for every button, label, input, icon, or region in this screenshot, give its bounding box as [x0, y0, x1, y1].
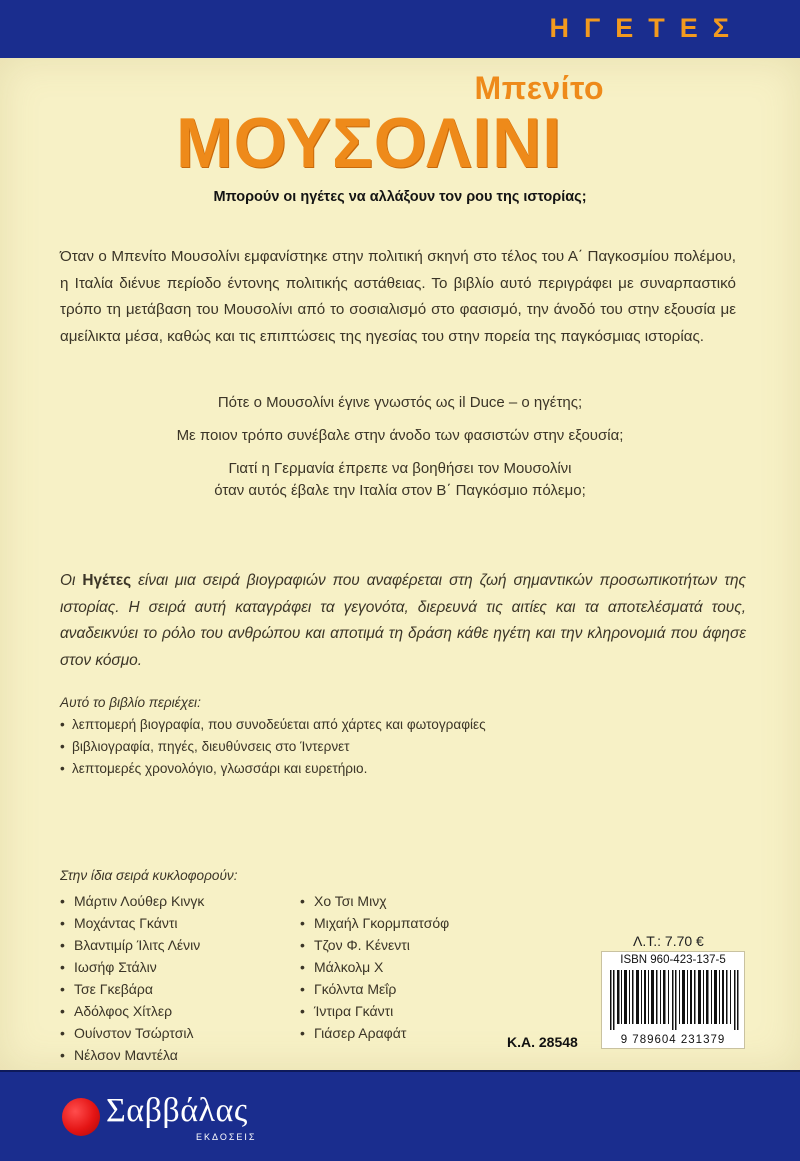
book-title: ΜΟΥΣΟΛΙΝΙ [176, 103, 563, 183]
contents-list [60, 714, 486, 780]
title-list-item [60, 934, 204, 956]
title-list-item [60, 1000, 204, 1022]
title-list-item [300, 934, 449, 956]
series-desc-prefix: Οι [60, 572, 83, 589]
same-series-column-right [300, 890, 449, 1044]
question-text: Με ποιον τρόπο συνέβαλε στην άνοδο των φασιστών στην εξουσία; [176, 427, 624, 444]
barcode-icon [608, 970, 740, 1030]
title-list-item [300, 956, 449, 978]
bullet-icon: • [300, 893, 305, 909]
publisher-name: Σαββάλας [106, 1092, 248, 1129]
title-list-item [300, 1000, 449, 1022]
question-text: Γιατί η Γερμανία έπρεπε να βοηθήσει τον Μουσολίνι [228, 460, 572, 477]
title-name: Μάλκολμ Χ [314, 959, 384, 975]
title-name: Ουίνστον Τσώρτσιλ [74, 1025, 194, 1041]
isbn-number: ISBN 960-423-137-5 [620, 954, 726, 966]
contents-item-text: βιβλιογραφία, πηγές, διευθύνσεις στο Ίντερνετ [72, 739, 350, 754]
title-name: Βλαντιμίρ Ίλιτς Λένιν [74, 937, 201, 953]
question-text: όταν αυτός έβαλε την Ιταλία στον Β΄ Παγκόσμιο πόλεμο; [214, 482, 586, 499]
title-list-item [60, 1022, 204, 1044]
series-description [60, 568, 746, 674]
title-list-item [60, 890, 204, 912]
contents-item [60, 714, 486, 736]
contents-item-text: λεπτομερή βιογραφία, που συνοδεύεται από χάρτες και φωτογραφίες [72, 717, 486, 732]
title-list-item [300, 978, 449, 1000]
question-item [0, 392, 800, 414]
author-first-name: Μπενίτο [474, 70, 604, 106]
title-list-item [300, 1022, 449, 1044]
title-name: Νέλσον Μαντέλα [74, 1047, 178, 1063]
title-list-item [60, 978, 204, 1000]
book-contents [60, 695, 486, 780]
title-name: Ιωσήφ Στάλιν [74, 959, 157, 975]
bullet-icon: • [60, 739, 65, 754]
title-name: Μάρτιν Λούθερ Κινγκ [74, 893, 205, 909]
same-series-list [60, 868, 450, 1063]
same-series-heading: Στην ίδια σειρά κυκλοφορούν: [60, 868, 238, 883]
title-list-item [60, 912, 204, 934]
bullet-icon: • [60, 1025, 65, 1041]
title-list-item [300, 912, 449, 934]
title-name: Ίντιρα Γκάντι [314, 1003, 394, 1019]
questions-list [0, 392, 800, 513]
bullet-icon: • [60, 761, 65, 776]
question-item [0, 458, 800, 502]
bullet-icon: • [300, 959, 305, 975]
bullet-icon: • [60, 937, 65, 953]
top-series-band [0, 0, 800, 60]
publisher-subtitle: ΕΚΔΟΣΕΙΣ [196, 1132, 257, 1142]
bullet-icon: • [300, 1003, 305, 1019]
contents-item [60, 736, 486, 758]
catalog-number: Κ.Α. 28548 [507, 1034, 578, 1050]
series-tag: ΗΓΕΤΕΣ [549, 13, 744, 43]
title-name: Αδόλφος Χίτλερ [74, 1003, 173, 1019]
series-name: Ηγέτες [82, 572, 132, 589]
title-name: Γκόλντα Μεΐρ [314, 981, 397, 997]
question-item [0, 425, 800, 447]
barcode-number: 9 789604 231379 [620, 1034, 726, 1046]
same-series-column-left [60, 890, 204, 1066]
publisher-dot-icon [62, 1098, 100, 1136]
question-text: Πότε ο Μουσολίνι έγινε γνωστός ως il Duce – ο ηγέτης; [217, 394, 583, 411]
title-name: Τζον Φ. Κένεντι [314, 937, 410, 953]
bullet-icon: • [60, 981, 65, 997]
tagline-question: Μπορούν οι ηγέτες να αλλάξουν τον ρου της ιστορίας; [213, 189, 587, 205]
bullet-icon: • [300, 915, 305, 931]
contents-item-text: λεπτομερές χρονολόγιο, γλωσσάρι και ευρετήριο. [72, 761, 368, 776]
title-name: Μιχαήλ Γκορμπατσόφ [314, 915, 450, 931]
title-name: Τσε Γκεβάρα [74, 981, 153, 997]
contents-item [60, 758, 486, 780]
bullet-icon: • [300, 1025, 305, 1041]
intro-paragraph: Όταν ο Μπενίτο Μουσολίνι εμφανίστηκε στην πολιτική σκηνή στο τέλος του Α΄ Παγκοσμίου πολέμου, η Ιταλία διένυε περίοδο έντονης πολιτικής αστάθειας. Το βιβλίο αυτό περιγράφει με συναρπαστικό τρόπο τη μετάβαση του Μουσολίνι από το σοσιαλισμό στο φασισμό, την άνοδό του στην εξουσία με αμείλικτα μέσα, καθώς και τις επιπτώσεις της ηγεσίας του στην πορεία της παγκόσμιας ιστορίας. [60, 248, 736, 345]
publisher-logo [62, 1092, 277, 1152]
title-list-item [60, 1044, 204, 1066]
title-name: Γιάσερ Αραφάτ [314, 1025, 407, 1041]
bullet-icon: • [60, 915, 65, 931]
bullet-icon: • [300, 937, 305, 953]
series-desc-text: είναι μια σειρά βιογραφιών που αναφέρεται στη ζωή σημαντικών προσωπικοτήτων της ιστορίας. Η σειρά αυτή καταγράφει τα γεγονότα, διερευνά τις αιτίες και τα αποτελέσματά τους, αναδεικνύει το ρόλο του ανθρώπου και αποτιμά τη δράση κάθε ηγέτη και την κληρονομιά που άφησε στον κόσμο. [60, 572, 746, 669]
contents-heading: Αυτό το βιβλίο περιέχει: [60, 695, 201, 710]
title-name: Χο Τσι Μινχ [314, 893, 387, 909]
barcode-label [601, 951, 745, 1049]
bullet-icon: • [60, 1047, 65, 1063]
retail-price: Λ.Τ.: 7.70 € [633, 933, 704, 949]
title-name: Μοχάντας Γκάντι [74, 915, 178, 931]
bullet-icon: • [60, 893, 65, 909]
title-list-item [300, 890, 449, 912]
bullet-icon: • [60, 1003, 65, 1019]
bullet-icon: • [300, 981, 305, 997]
bullet-icon: • [60, 717, 65, 732]
bullet-icon: • [60, 959, 65, 975]
title-list-item [60, 956, 204, 978]
